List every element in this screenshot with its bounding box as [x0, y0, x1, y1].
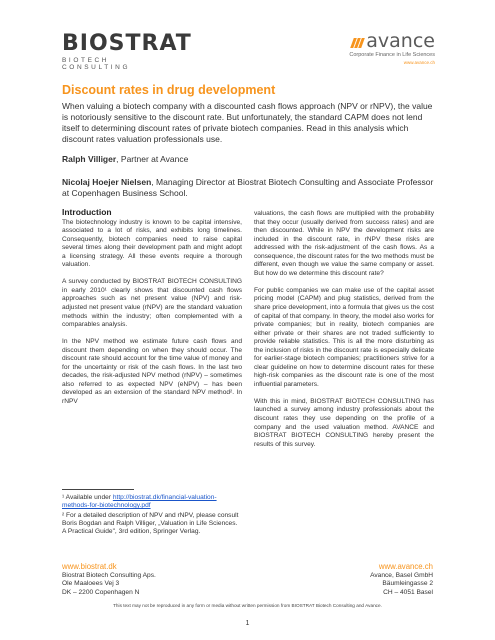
biostrat-url[interactable]: www.biostrat.dk — [62, 562, 117, 571]
avance-url[interactable]: www.avance.ch — [378, 562, 433, 571]
copyright-disclaimer: This text may not be reproduced in any form or media without written permission from BIOSTRAT Biotech Consulting and Avance. — [113, 603, 382, 608]
page-number: 1 — [245, 620, 250, 627]
author-2-role: , Managing Director at Biostrat Biotech Consulting and Associate Professor at Copenhagen Business School. — [62, 177, 434, 198]
avance-logo — [315, 32, 435, 65]
right-paragraph-1: valuations, the cash flows are multiplied with the probability that they occur (usually derived from success rates) and are then discounted. While in NPV the development risks are included in the discount rate, in rNPV these risks are addressed with the risk-adjustment of the cash flows. As a consequence, the discount rates for the two methods must be different, even though we value the same company or asset. But how do we determine this discount rate? — [254, 210, 434, 277]
biostrat-logo-subtitle: BIOTECH CONSULTING — [62, 57, 131, 71]
footnote-divider — [62, 489, 134, 490]
footnote-1-prefix: ¹ Available under — [62, 494, 113, 501]
avance-address-line-2: Bäumleingasse 2 — [382, 580, 433, 588]
left-paragraph-1: The biotechnology industry is known to be capital intensive, associated to a lot of risks, and exhibits long timelines. Consequently, biotech companies need to raise capital several times along their development path and might adopt a licensing strategy. All these events require a thorough valuation. — [62, 218, 242, 269]
footnote-1 — [62, 494, 242, 511]
article-lead: When valuing a biotech company with a discounted cash flows approach (NPV or rNPV), the value is notoriously sensitive to the discount rate. But unfortunately, the standard CAPM does not lend itself to determining discount rates of private biotech companies. Read in this analysis which discount rates valuation professionals use. — [62, 101, 433, 144]
author-2-name: Nicolaj Hoejer Nielsen — [62, 177, 152, 187]
author-line-1 — [62, 154, 434, 165]
footnote-1-link[interactable]: http://biostrat.dk/financial-valuation-methods-for-biotechnology.pdf — [62, 494, 217, 510]
avance-address-line-3: CH – 4051 Basel — [383, 588, 433, 596]
right-column — [254, 210, 434, 458]
biostrat-logo-name: BIOSTRAT — [62, 31, 192, 56]
footer-avance-address — [370, 562, 433, 597]
left-column — [62, 207, 242, 415]
footer-biostrat-address — [62, 562, 156, 597]
avance-logo-url: www.avance.ch — [403, 60, 435, 65]
footnotes — [62, 494, 242, 537]
section-heading-introduction: Introduction — [62, 207, 112, 217]
avance-address-line-1: Avance, Basel GmbH — [370, 572, 433, 579]
biostrat-address-line-3: DK – 2200 Copenhagen N — [62, 588, 140, 596]
avance-logo-name: avance — [366, 30, 435, 52]
biostrat-address-line-1: Biostrat Biotech Consulting Aps. — [62, 572, 156, 579]
left-paragraph-3: In the NPV method we estimate future cash flows and discount them depending on when they should occur. The discount rate should account for the time value of money and for the uncertainty or risk of the cash flows. In the last two decades, the risk-adjusted NPV method (rNPV) – sometimes also referred to as expected NPV (eNPV) – has been developed as an extension of the standard NPV method². In rNPV — [62, 338, 242, 405]
right-paragraph-3: With this in mind, BIOSTRAT BIOTECH CONSULTING has launched a survey among industry professionals about the discount rates they use depending on the profile of a company and the used valuation method. AVANCE and BIOSTRAT BIOTECH CONSULTING hereby present the results of this survey. — [254, 397, 434, 448]
biostrat-address-line-2: Ole Maaloees Vej 3 — [62, 580, 120, 588]
footnote-2: ² For a detailed description of NPV and rNPV, please consult Boris Bogdan and Ralph Villiger, „Valuation in Life Sciences. A Practical Guide", 3rd edition, Springer Verlag. — [62, 511, 239, 536]
author-1-name: Ralph Villiger — [62, 154, 117, 164]
right-paragraph-2: For public companies we can make use of the capital asset pricing model (CAPM) and plug statistics, derived from the share price development, into a formula that gives us the cost of capital of that company. In theory, the model also works for private companies; but in reality, biotech companies are either private or their shares are not traded sufficiently to provide reliable statistics. This is all the more disturbing as the inclusion of risks in the discount rate is especially delicate for earlier-stage biotech companies; practitioners strive for a clear guideline on how to determine discount rates for these high-risk companies as the discount rate is one of the most influential parameters. — [254, 286, 434, 388]
author-1-role: , Partner at Avance — [116, 154, 189, 164]
left-paragraph-2: A survey conducted by BIOSTRAT BIOTECH CONSULTING in early 2010¹ clearly shows that discounted cash flows approaches such as net present value (NPV) and risk-adjusted net present value (rNPV) are the standard valuation methods within the industry; often complemented with a comparables analysis. — [62, 278, 242, 329]
avance-logo-tagline: Corporate Finance in Life Sciences — [349, 52, 435, 58]
article-title: Discount rates in drug development — [62, 83, 276, 97]
author-line-2 — [62, 177, 434, 199]
avance-slashes-icon — [352, 38, 363, 48]
biostrat-logo — [62, 31, 192, 71]
